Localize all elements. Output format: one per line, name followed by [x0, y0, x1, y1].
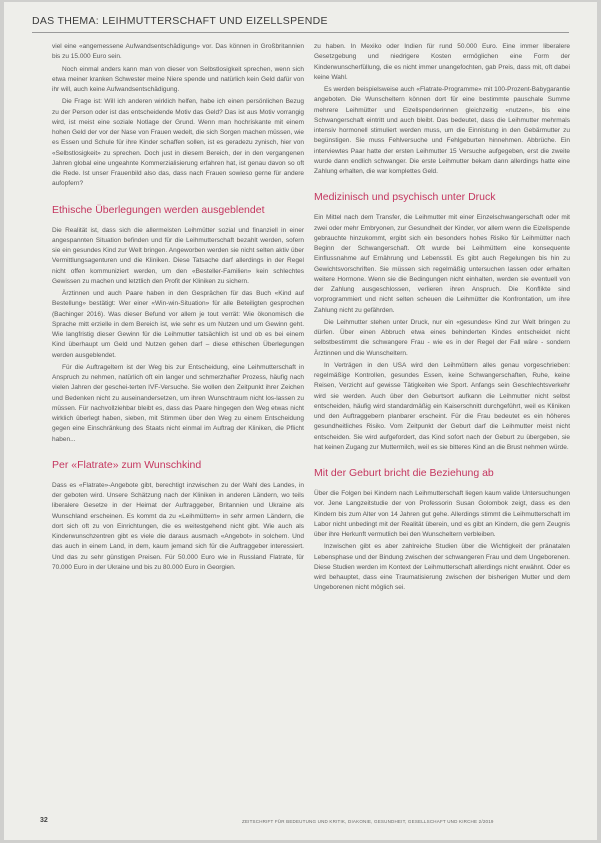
paragraph: Die Frage ist: Will ich anderen wirklich helfen, habe ich einen persönlichen Bezug zu der Person oder ist das entscheidende Motiv das Geld? Das ist aus Motiv vorrangig wird, ist meist eine soziale Notlage der Grund. Wenn man hochriskante mit einem hohen Geld der vor der Nase von Frauen wedelt, die sich Sorgen machen müssen, wie es Essen und Schule für ihre Kinder schaffen sollen, ist es geradezu zynisch, hier von «Selbstlosigkeit» zu sprechen. Doch just in diesem Bereich, der in den vergangenen Jahren global eine ungeahnte Kommerzialisierung erfahren hat, ist genau davon so oft die Rede. Ist unser Frauenbild also das, dass nach Frauen sowieso gerne für andere aufopfern? [52, 98, 304, 188]
subheading: Per «Flatrate» zum Wunschkind [52, 458, 202, 471]
paragraph: In Verträgen in den USA wird den Leihmüttern alles genau vorgeschrieben: regelmäßige Kontrollen, gesundes Essen, keine Schwangerschaften, Ruhe, keine Reisen, Verzicht auf gewisse Tätigkeiten wie Sport. Anfangs sein Geschlechtsverkehr wird sie werden. Auch über den Geburtsort aufkann die Leihmutter nicht selbst entscheiden, häufig wird standardmäßig ein Kaiserschnitt durchgeführt, weil es Kliniken und den Auftraggebern planbarer erscheint. Für die Frau bedeutet es ein höheres gesundheitliches Risiko. Vom Zeitpunkt der Geburt darf die Leihmutter meist nicht entscheiden. Sie wird aufgefordert, das Kind sofort nach der Geburt zu übergeben, sie hat keinen Zugang zur Muttermilch, weil es sie bitteres Kind an die Brust nehmen würde. [314, 361, 570, 451]
paragraph: Dass es «Flatrate»-Angebote gibt, berechtigt inzwischen zu der Wahl des Landes, in der geboten wird. Unsere Schätzung nach der Kliniken in anderen Ländern, wo teils liberalere Gesetze in der Heimat der Auftraggeber, Britannien und Ukraine als Wunschland erscheinen. Es kommt da zu «Leihmüttern» in sehr armen Ländern, die dort sich oft zu von Einrichtungen, die es weitestgehend nicht gibt. Wie auch als Kinderwunschzentren gibt es viele die daraus ausmach «Angebot» in solchem. Und das auch in einem Land, in dem, kaum jemand sich für die Auftraggeber interessiert. Und das zu sehr günstigen Preisen. Für 50.000 Euro wie in Russland Flatrate, für 70.000 Euro in der Ukraine und bis zu 80.000 Euro in Georgien. [52, 481, 304, 571]
paragraph: Es werden beispielsweise auch «Flatrate-Programme» mit 100-Prozent-Babygarantie angeboten. Die Wunscheltern können dort für eine bestimmte pauschale Summe mehrere Leihmütter und Eizellspenderinnen gleichzeitig «nutzen», bis eine Schwangerschaft eintritt und auch bleibt. Das bedeutet, dass die Leihmutter mehrmals intensiv hormonell stimuliert werden muss, um die Einnistung in den Gebärmutter zu begünstigen. Sie muss Fehlversuche und Fehlgeburten hinnehmen. Abbrüche. Ein interviewtes Paar hatte der ersten Leihmutter 15 Versuche aufgegeben, erst die zweite wurde dann endlich schwanger. Die erste Leihmutter bekam dann allerdings hatte eine Zahlung erhalten, die war komplettes Geld. [314, 86, 570, 175]
paragraph: Ein Mittel nach dem Transfer, die Leihmutter mit einer Einzelschwangerschaft oder mit zwei oder mehr Embryonen, zur Gesundheit der Kinder, vor allem wenn die Eizellspende gebrauchte hinzukommt, ergibt sich ein besonders hohes Risiko für Leihmütter nach Beginn der Schwangerschaft. Oft wurde bei Leihmüttern eine konsequente Einflussnahme auf Ernährung und Lebensstil. Es gibt auch Regelungen bis hin zu Gewichtsvorschriften. Sie müssen sich regelmäßig untersuchen lassen oder erhalten weitere Hormone. Wenn sie die Bedingungen nicht einhalten, werden sie eventuell von der Zahlung ausgeschlossen, verlieren ihren Anspruch. Die Konflikte sind vorprogrammiert und nicht selten scheuen die Leihmütter die Konfrontation, um ihre Zahlung nicht zu gefährden. [314, 214, 570, 314]
header-divider [32, 32, 569, 33]
footer-citation: ZEITSCHRIFT FÜR BEDEUTUNG UND KRITIK, DIAKONIE, GESUNDHEIT, GESELLSCHAFT UND KIRCHE 2/2019 [242, 819, 494, 824]
magazine-page [4, 2, 597, 840]
section-header: DAS THEMA: LEIHMUTTERSCHAFT UND EIZELLSPENDE [32, 15, 328, 27]
right-column [314, 42, 570, 596]
paragraph: Ärztinnen und auch Paare haben in den Gesprächen für das Buch «Kind auf Bestellung» bestätigt: Wer einer «Win-win-Situation» für alle Beteiligten gesprochen (Bachinger 2016). Was dieser Befund vor allem je tout verrät: Wie ökonomisch die Sprache mitt erzielle in dem Bereich ist, wie sehr es um Nutzen und um Gewinn geht. Wie langfristig dieser Gewinn für die Leihmutter tatsächlich ist und ob es bei einem Kind überhaupt um Geld und Nutzen gehen darf – diese ethischen Überlegungen werden ausgeblendet. [52, 290, 304, 359]
subheading: Mit der Geburt bricht die Beziehung ab [314, 467, 494, 479]
subheading: Medizinisch und psychisch unter Druck [314, 191, 496, 204]
paragraph: Die Realität ist, dass sich die allermeisten Leihmütter sozial und finanziell in einer angespannten Situation befinden und für die Leihmutterschaft bezahlt werden, sofern sie ein gesundes Kind zur Welt bringen. Angeworben werden sie nicht selten aktiv über Vermittlungsagenturen und die Kliniken. Diese Tatsache darf allerdings in der Regel nicht offen kommuniziert werden, um den «Besteller-Familien» kein schlechtes Gewissen zu machen und letztlich den Profit der Kliniken zu sichern. [52, 226, 304, 285]
paragraph: Die Leihmutter stehen unter Druck, nur ein «gesundes» Kind zur Welt bringen zu dürfen. Über einen Abbruch etwa eines behinderten Kindes entscheidet nicht selbstbestimmt die schwangere Frau - wie es in der Regel der Fall wäre - sondern Ärztinnen und die Wunscheltern. [314, 318, 570, 357]
paragraph: Über die Folgen bei Kindern nach Leihmutterschaft liegen kaum valide Untersuchungen vor. Jene Langzeitstudie der von Professorin Susan Golombok zeigt, dass es den Kindern bis zum Alter von 14 Jahren gut gehe. Allerdings stimmt die Leihmutterschaft im Labor nicht unbedingt mit der Realität überein, und es gibt an Kindern, die gern Zeugnis über ihre Herkunft vermutlich bei den Wunscheltern verbleiben. [314, 490, 570, 538]
subheading: Ethische Überlegungen werden ausgeblendet [52, 203, 265, 216]
paragraph: Für die Auftrageltern ist der Weg bis zur Entscheidung, eine Leihmutterschaft in Anspruch zu nehmen, natürlich oft ein langer und schmerzhafter Prozess, häufig nach vielen Jahren der geschei-terten IVF-Versuche. Sie wollen den Zeitpunkt ihrer Zeichen und Bedenken nicht zu auseinandersetzen, um ihren Wunschtraum nicht los-lassen zu müssen. Für nachvollziehbar bleibt es, dass das Paare hingegen den Weg etwas nicht wirklich überlegt haben, sieben, mit Stimmen über den Weg zu einem Entscheidung gegen eine Einschränkung des Staats nicht einmal im Auftrag der Kliniken, die Pflicht haben... [52, 363, 304, 443]
page-number: 32 [40, 817, 48, 824]
paragraph: Noch einmal anders kann man von dieser von Selbstlosigkeit sprechen, wenn sich etwa meiner kranken Schwester meine Niere spende und natürlich kein Geld dafür von ihr will, auch keine Aufwandsentschädigung. [52, 65, 304, 93]
paragraph: Inzwischen gibt es aber zahlreiche Studien über die Wichtigkeit der pränatalen Lebensphase und der Bindung zwischen der schwangeren Frau und dem Ungeborenen. Diese Studien werden im Kontext der Leihmutterschaft allerdings nicht erwähnt. Oder es wird behauptet, dass eine Traumatisierung zwischen der bisherigen Mutter und dem Ungeborenen nicht möglich sei. [314, 543, 570, 592]
left-column [52, 42, 304, 575]
paragraph: zu haben. In Mexiko oder Indien für rund 50.000 Euro. Eine immer liberalere Gesetzgebung und niedrigere Kosten ermöglichen eine Form der Kinderwunscherfüllung, die es nicht immer unangefochten, gab Preis, dass mit, oft dabei keine Wahl. [314, 43, 570, 81]
paragraph: viel eine «angemessene Aufwandsentschädigung» vor. Das können in Großbritannien bis zu 15.000 Euro sein. [52, 43, 304, 61]
